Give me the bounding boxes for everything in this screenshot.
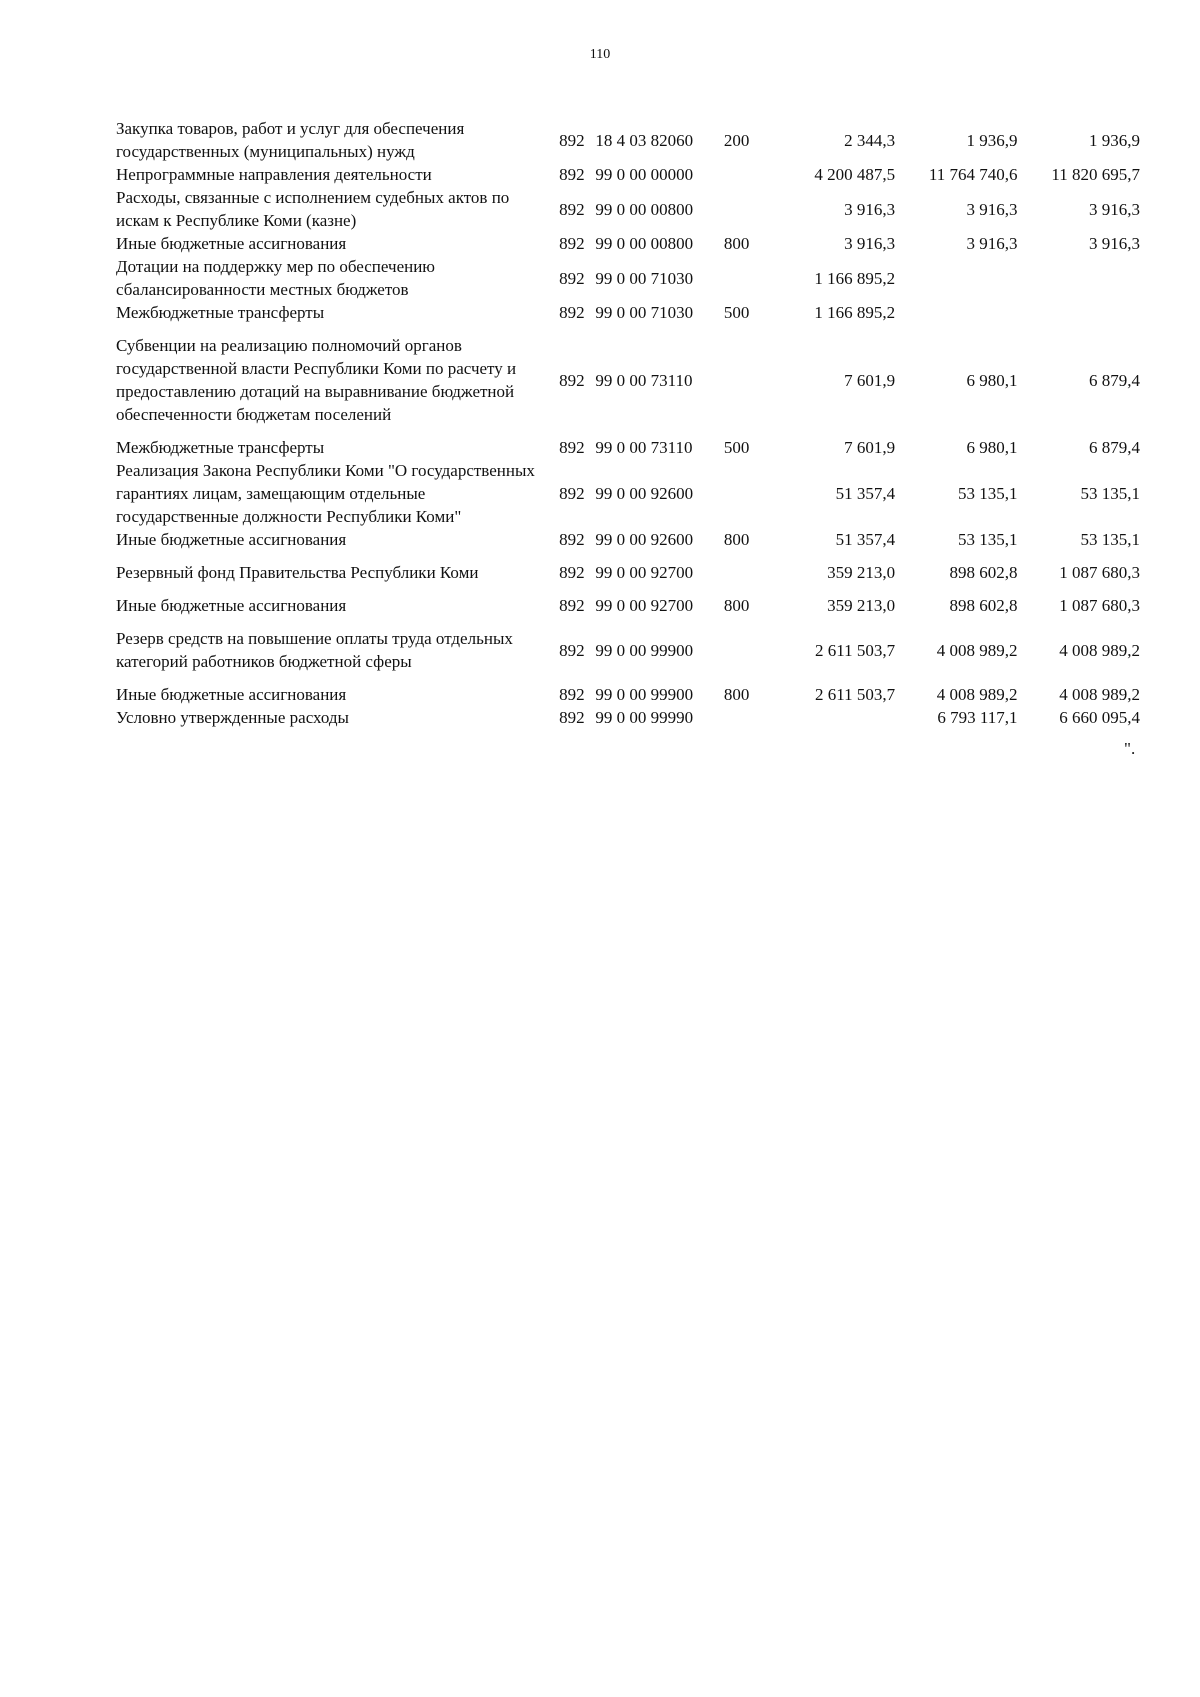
- row-admin-code: 892: [559, 438, 585, 457]
- row-amount-year-3: 3 916,3: [1089, 234, 1140, 253]
- row-target-article: 99 0 00 99990: [595, 708, 694, 727]
- row-amount-year-1: 3 916,3: [844, 234, 896, 253]
- table-row: [116, 561, 1140, 594]
- table-row: [116, 301, 1140, 334]
- row-admin-code: 892: [559, 234, 585, 253]
- row-amount-year-1: 2 611 503,7: [815, 640, 896, 660]
- closing-quote-mark: ".: [1124, 739, 1136, 758]
- row-admin-code: 892: [559, 370, 585, 390]
- row-amount-year-1: 359 213,0: [827, 596, 896, 615]
- row-expense-type: 800: [723, 530, 750, 549]
- row-name: Иные бюджетные ассигнования: [116, 596, 347, 615]
- row-target-article: 99 0 00 71030: [595, 268, 694, 288]
- row-admin-code: 892: [559, 640, 585, 660]
- row-target-article: 99 0 00 73110: [595, 438, 693, 457]
- row-name: Межбюджетные трансферты: [116, 303, 325, 322]
- row-expense-type: 800: [723, 596, 750, 615]
- row-expense-type: [724, 255, 775, 301]
- row-target-article: 99 0 00 92600: [595, 530, 694, 549]
- row-expense-type: 200: [723, 130, 750, 150]
- page-number: 110: [589, 47, 611, 62]
- row-amount-year-1: 51 357,4: [835, 530, 896, 549]
- row-name: Реализация Закона Республики Коми "О государственных гарантиях лицам, замещающим отдельные государственные должности Республики Коми": [116, 461, 535, 526]
- row-admin-code: 892: [559, 165, 585, 184]
- row-admin-code: 892: [559, 708, 585, 727]
- row-amount-year-2: 4 008 989,2: [936, 685, 1018, 704]
- table-row: [116, 436, 1140, 459]
- row-name: Резервный фонд Правительства Республики Коми: [116, 563, 479, 582]
- row-name: Иные бюджетные ассигнования: [116, 530, 347, 549]
- row-amount-year-3: [1018, 301, 1140, 334]
- table-row: [116, 334, 1140, 436]
- row-target-article: 99 0 00 00000: [595, 165, 694, 184]
- row-target-article: 99 0 00 71030: [595, 303, 694, 322]
- row-admin-code: 892: [559, 685, 585, 704]
- row-target-article: 18 4 03 82060: [595, 130, 694, 150]
- row-admin-code: 892: [559, 484, 585, 503]
- row-amount-year-3: 11 820 695,7: [1051, 165, 1140, 184]
- row-expense-type: [724, 561, 775, 594]
- row-amount-year-2: 4 008 989,2: [936, 640, 1018, 660]
- table-row: [116, 255, 1140, 301]
- table-row: [116, 117, 1140, 163]
- row-name: Дотации на поддержку мер по обеспечению сбалансированности местных бюджетов: [116, 257, 436, 299]
- row-expense-type: [724, 627, 775, 683]
- row-amount-year-3: [1018, 706, 1140, 729]
- row-name: Расходы, связанные с исполнением судебных актов по искам к Республике Коми (казне): [116, 188, 510, 230]
- row-expense-type: 500: [723, 438, 750, 457]
- row-admin-code: 892: [559, 268, 585, 288]
- row-amount-year-2: 11 764 740,6: [928, 165, 1018, 184]
- row-target-article: 99 0 00 99900: [595, 640, 694, 660]
- table-row: [116, 459, 1140, 528]
- row-name: Межбюджетные трансферты: [116, 438, 325, 457]
- row-expense-type: [724, 186, 775, 232]
- row-amount-year-3: 6 879,4: [1089, 438, 1140, 457]
- row-amount-year-3: 53 135,1: [1080, 530, 1140, 549]
- row-amount-year-1: 359 213,0: [827, 563, 896, 582]
- row-admin-code: 892: [559, 199, 585, 219]
- row-admin-code: 892: [559, 596, 585, 615]
- row-amount-year-3-value: 6 660 095,4: [1059, 708, 1140, 727]
- row-amount-year-2: [895, 255, 1017, 301]
- row-amount-year-1: 1 166 895,2: [814, 268, 896, 288]
- row-amount-year-3: 1 087 680,3: [1059, 596, 1140, 615]
- row-target-article: 99 0 00 73110: [595, 370, 693, 390]
- row-amount-year-3: 4 008 989,2: [1059, 685, 1140, 704]
- row-target-article: 99 0 00 92700: [595, 596, 694, 615]
- row-amount-year-3: [1018, 255, 1140, 301]
- row-amount-year-2: 3 916,3: [966, 234, 1018, 253]
- table-row: [116, 232, 1140, 255]
- table-row: [116, 683, 1140, 706]
- row-amount-year-2: 53 135,1: [958, 530, 1018, 549]
- row-admin-code: 892: [559, 130, 585, 150]
- row-expense-type: [724, 163, 775, 186]
- row-name: Непрограммные направления деятельности: [116, 165, 432, 184]
- row-amount-year-2: [895, 301, 1017, 334]
- row-amount-year-2: 3 916,3: [966, 199, 1018, 219]
- row-expense-type: 800: [723, 685, 750, 704]
- row-amount-year-3: 53 135,1: [1080, 484, 1140, 503]
- row-amount-year-1: 51 357,4: [835, 484, 896, 503]
- row-amount-year-3: 4 008 989,2: [1059, 640, 1140, 660]
- row-amount-year-3: 6 879,4: [1089, 370, 1140, 390]
- row-name: Иные бюджетные ассигнования: [116, 685, 347, 704]
- row-target-article: 99 0 00 00800: [595, 199, 694, 219]
- row-target-article: 99 0 00 99900: [595, 685, 694, 704]
- row-expense-type: [724, 706, 775, 729]
- row-admin-code: 892: [559, 530, 585, 549]
- row-amount-year-3: 1 936,9: [1089, 130, 1140, 150]
- row-amount-year-1: 2 611 503,7: [815, 685, 896, 704]
- row-name: Резерв средств на повышение оплаты труда отдельных категорий работников бюджетной сферы: [116, 629, 513, 671]
- row-amount-year-1: 2 344,3: [844, 130, 896, 150]
- row-amount-year-3: 1 087 680,3: [1059, 563, 1140, 582]
- row-amount-year-1: 7 601,9: [844, 438, 896, 457]
- row-admin-code: 892: [559, 563, 585, 582]
- row-target-article: 99 0 00 92600: [595, 484, 694, 503]
- row-target-article: 99 0 00 00800: [595, 234, 694, 253]
- row-amount-year-2: 6 793 117,1: [937, 708, 1018, 727]
- table-row: [116, 528, 1140, 561]
- table-row: [116, 706, 1140, 729]
- row-amount-year-2: 898 602,8: [949, 596, 1018, 615]
- row-amount-year-1: 7 601,9: [844, 370, 896, 390]
- table-row: [116, 186, 1140, 232]
- row-amount-year-2: 53 135,1: [958, 484, 1018, 503]
- row-amount-year-1: 1 166 895,2: [814, 303, 896, 322]
- row-expense-type: [724, 459, 775, 528]
- row-expense-type: 500: [723, 303, 750, 322]
- row-amount-year-2: 6 980,1: [966, 438, 1018, 457]
- row-name: Закупка товаров, работ и услуг для обеспечения государственных (муниципальных) нужд: [116, 119, 465, 161]
- row-amount-year-2: 1 936,9: [966, 130, 1018, 150]
- table-row: [116, 163, 1140, 186]
- row-name: Иные бюджетные ассигнования: [116, 234, 347, 253]
- budget-expenditure-table: [116, 117, 1140, 729]
- table-row: [116, 627, 1140, 683]
- row-name: Субвенции на реализацию полномочий органов государственной власти Республики Коми по расчету и предоставлению дотаций на выравнивание бюджетной обеспеченности бюджетам поселений: [116, 336, 517, 424]
- row-admin-code: 892: [559, 303, 585, 322]
- row-target-article: 99 0 00 92700: [595, 563, 694, 582]
- row-amount-year-2: 6 980,1: [966, 370, 1018, 390]
- row-amount-year-1: 3 916,3: [844, 199, 896, 219]
- row-amount-year-1: 4 200 487,5: [814, 165, 896, 184]
- row-amount-year-2: 898 602,8: [949, 563, 1018, 582]
- row-expense-type: [724, 334, 775, 436]
- row-amount-year-1: [775, 706, 895, 729]
- row-expense-type: 800: [723, 234, 750, 253]
- row-name: Условно утвержденные расходы: [116, 708, 349, 727]
- table-row: [116, 594, 1140, 627]
- row-amount-year-3: 3 916,3: [1089, 199, 1140, 219]
